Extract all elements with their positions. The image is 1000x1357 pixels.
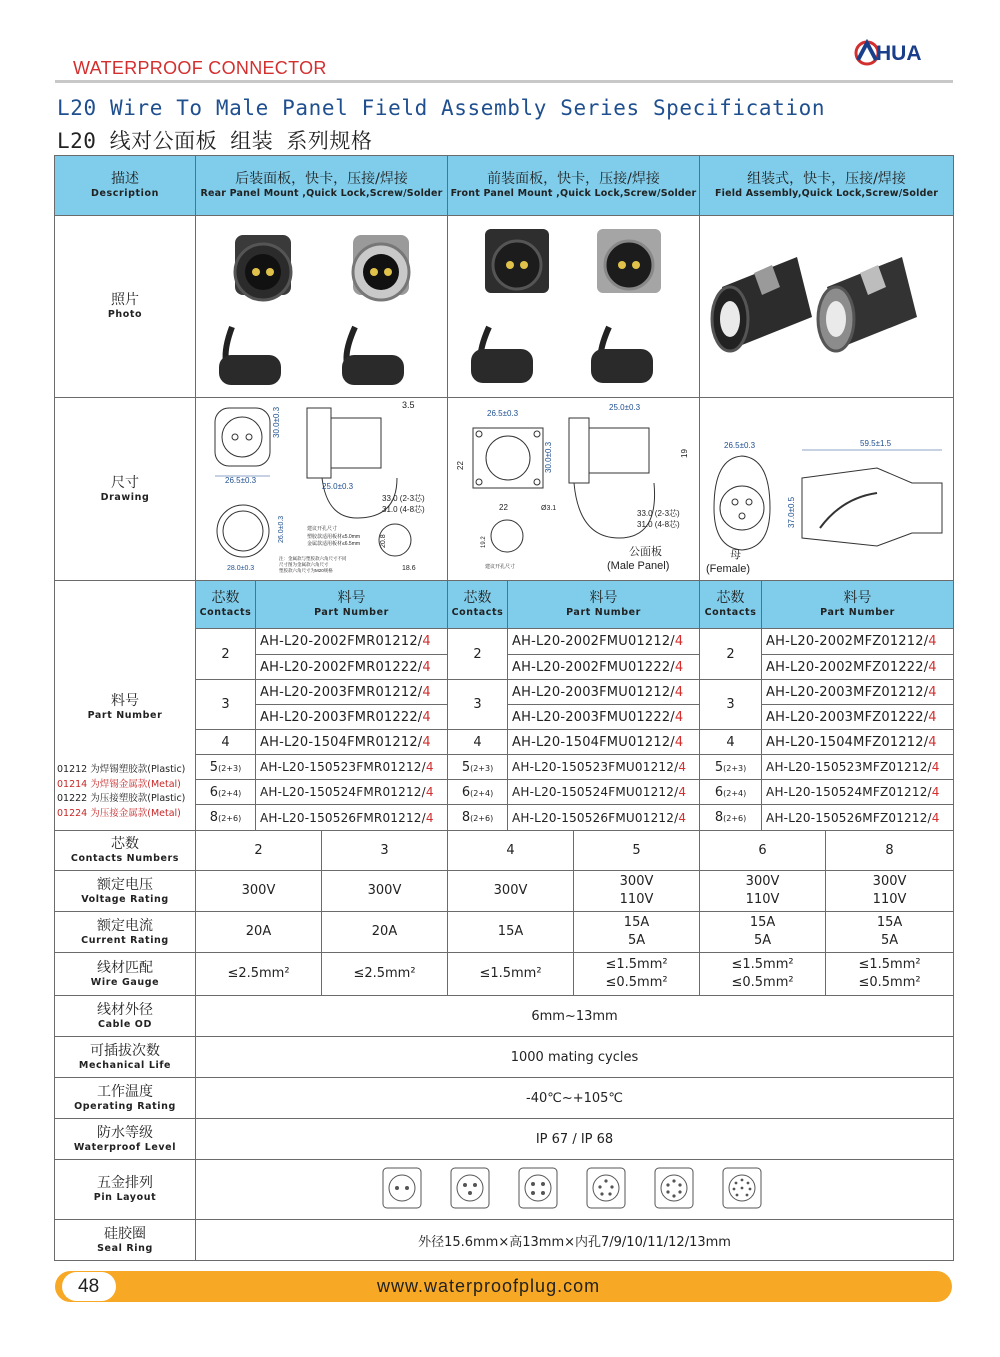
- spec-table: [54, 155, 954, 1261]
- svg-text:塑胶款六角尺寸为M20规格: 塑胶款六角尺寸为M20规格: [278, 568, 333, 573]
- spec-value: -40℃~+105℃: [196, 1078, 954, 1119]
- pn-header-a: 料号 Part Number: [256, 581, 448, 629]
- spec-value-line: ≤2.5mm²: [227, 966, 290, 981]
- photo-rear-mount: [196, 216, 448, 398]
- photo-field-assembly: [700, 216, 954, 398]
- spec-label: 工作温度 Operating Rating: [55, 1078, 196, 1119]
- spec-label: 可插拔次数 Mechanical Life: [55, 1037, 196, 1078]
- svg-text:建议开孔尺寸: 建议开孔尺寸: [484, 564, 515, 570]
- pin-layout-diagrams: [196, 1160, 954, 1220]
- svg-text:塑胶款适用板材≤5.0mm: 塑胶款适用板材≤5.0mm: [306, 534, 360, 540]
- svg-text:公面板: 公面板: [628, 546, 662, 558]
- svg-text:26.5±0.3: 26.5±0.3: [723, 441, 755, 450]
- spec-label: 五金排列 Pin Layout: [55, 1160, 196, 1220]
- front-mount-drawing: [449, 398, 699, 576]
- spec-value: [448, 953, 574, 996]
- spec-row-cable-od: [55, 996, 954, 1037]
- part-number: AH-L20-2002MFZ01222/4: [762, 655, 954, 680]
- svg-text:建议开孔尺寸: 建议开孔尺寸: [306, 526, 337, 532]
- note-line: 01222 为压接塑胶款(Plastic): [57, 793, 186, 804]
- spec-row-waterproof: [55, 1119, 954, 1160]
- spec-value-line: 15A: [749, 915, 776, 930]
- spec-label: 线材匹配 Wire Gauge: [55, 953, 196, 996]
- spec-value: [574, 953, 700, 996]
- spec-value: [196, 912, 322, 953]
- spec-row-mechanical-life: [55, 1037, 954, 1078]
- part-number: AH-L20-150526MFZ01212/4: [762, 805, 954, 831]
- spec-value-line: ≤1.5mm²: [731, 957, 794, 972]
- spec-value-line: 110V: [619, 892, 654, 907]
- svg-text:25.0±0.3: 25.0±0.3: [321, 482, 353, 491]
- spec-value: 1000 mating cycles: [196, 1037, 954, 1078]
- spec-label: 额定电流 Current Rating: [55, 912, 196, 953]
- part-number: AH-L20-150523FMR01212/4: [256, 755, 448, 780]
- spec-value: [448, 871, 574, 912]
- spec-value: [826, 871, 954, 912]
- drawing-label: 尺寸 Drawing: [55, 398, 196, 581]
- part-number: AH-L20-2003FMR01222/4: [256, 705, 448, 730]
- spec-value-line: ≤0.5mm²: [605, 975, 668, 990]
- svg-text:31.0 (4-8芯): 31.0 (4-8芯): [636, 520, 680, 529]
- part-number: AH-L20-1504MFZ01212/4: [762, 730, 954, 755]
- spec-value-line: 15A: [623, 915, 650, 930]
- contacts-cell: 6(2+4): [448, 780, 508, 805]
- svg-text:33.0 (2-3芯): 33.0 (2-3芯): [381, 494, 425, 503]
- spec-value: IP 67 / IP 68: [196, 1119, 954, 1160]
- spec-value: [322, 953, 448, 996]
- page-title-en: L20 Wire To Male Panel Field Assembly Series Specification: [57, 96, 826, 120]
- spec-value-line: 300V: [872, 874, 907, 889]
- spec-value: [448, 912, 574, 953]
- material-notes: [57, 763, 185, 821]
- spec-value: 3: [322, 831, 448, 871]
- spec-label: 额定电压 Voltage Rating: [55, 871, 196, 912]
- spec-value-line: 300V: [619, 874, 654, 889]
- note-line: 01214 为焊锡金属款(Metal): [57, 778, 181, 790]
- col-front-header: 前装面板，快卡，压接/焊接 Front Panel Mount ,Quick Lock,Screw/Solder: [448, 156, 700, 216]
- svg-text:19.2: 19.2: [480, 536, 487, 548]
- col-rear-header: 后装面板，快卡，压接/焊接 Rear Panel Mount ,Quick Lock,Screw/Solder: [196, 156, 448, 216]
- svg-text:26.0±0.3: 26.0±0.3: [277, 515, 285, 543]
- spec-value-line: 110V: [872, 892, 907, 907]
- part-number: AH-L20-2003FMR01212/4: [256, 680, 448, 705]
- svg-text:3.5: 3.5: [401, 400, 415, 410]
- svg-text:30.0±0.3: 30.0±0.3: [271, 406, 281, 438]
- svg-text:母: 母: [729, 549, 741, 561]
- spec-value: [700, 871, 826, 912]
- svg-text:59.5±1.5: 59.5±1.5: [859, 439, 891, 448]
- spec-value: [826, 912, 954, 953]
- field-assembly-drawing: [702, 398, 952, 576]
- svg-text:(Male Panel): (Male Panel): [606, 560, 669, 572]
- contacts-cell: 4: [700, 730, 762, 755]
- contacts-cell: 6(2+4): [700, 780, 762, 805]
- part-number: AH-L20-150524FMR01212/4: [256, 780, 448, 805]
- spec-value-line: 5A: [753, 933, 772, 948]
- pin-layout-8-icon: [723, 1168, 761, 1208]
- spec-value: 2: [196, 831, 322, 871]
- svg-text:28.0±0.3: 28.0±0.3: [226, 565, 254, 572]
- svg-text:尺寸图为金属款六角尺寸: 尺寸图为金属款六角尺寸: [278, 562, 328, 567]
- contacts-cell: 8(2+6): [700, 805, 762, 831]
- part-number: AH-L20-150524FMU01212/4: [508, 780, 700, 805]
- svg-text:金属款适用板材≤6.5mm: 金属款适用板材≤6.5mm: [306, 541, 360, 547]
- contacts-cell: 4: [448, 730, 508, 755]
- part-number: AH-L20-2003MFZ01222/4: [762, 705, 954, 730]
- part-number: AH-L20-2002FMR01212/4: [256, 629, 448, 655]
- drawing-front-mount: [448, 398, 700, 581]
- pin-layout-2-icon: [383, 1168, 421, 1208]
- part-number: AH-L20-150526FMU01212/4: [508, 805, 700, 831]
- svg-text:Ø3.1: Ø3.1: [540, 505, 556, 512]
- spec-row-current: [55, 912, 954, 953]
- spec-row-voltage: [55, 871, 954, 912]
- contacts-cell: 8(2+6): [448, 805, 508, 831]
- page-number: 48: [78, 1276, 100, 1297]
- svg-text:26.5±0.3: 26.5±0.3: [486, 409, 518, 418]
- spec-value-line: 110V: [745, 892, 780, 907]
- spec-value-line: 20A: [371, 924, 398, 939]
- part-number-label: 料号 Part Number: [55, 581, 196, 831]
- photo-row: [55, 216, 954, 398]
- spec-value: [700, 912, 826, 953]
- spec-value-line: ≤0.5mm²: [858, 975, 921, 990]
- pin-layout-icons: [375, 1163, 775, 1213]
- spec-label: 防水等级 Waterproof Level: [55, 1119, 196, 1160]
- spec-value: 5: [574, 831, 700, 871]
- pin-layout-4-icon: [519, 1168, 557, 1208]
- spec-value: [322, 912, 448, 953]
- brand-logo-text: HUA: [876, 42, 922, 65]
- svg-text:25.0±0.3: 25.0±0.3: [608, 403, 640, 412]
- contacts-cell: 2: [700, 629, 762, 680]
- spec-value-line: ≤2.5mm²: [353, 966, 416, 981]
- spec-value: [196, 953, 322, 996]
- spec-row-operating: [55, 1078, 954, 1119]
- rear-mount-connector-image: [197, 217, 447, 392]
- spec-value: [322, 871, 448, 912]
- contacts-cell: 3: [448, 680, 508, 730]
- spec-value: [196, 871, 322, 912]
- svg-text:31.0 (4-8芯): 31.0 (4-8芯): [381, 505, 425, 514]
- contacts-cell: 2: [448, 629, 508, 680]
- part-number: AH-L20-2003MFZ01212/4: [762, 680, 954, 705]
- part-number: AH-L20-2003FMU01212/4: [508, 680, 700, 705]
- drawing-field-assembly: [700, 398, 954, 581]
- contacts-cell: 4: [196, 730, 256, 755]
- contacts-cell: 3: [700, 680, 762, 730]
- part-number: AH-L20-1504FMU01212/4: [508, 730, 700, 755]
- part-number: AH-L20-2002MFZ01212/4: [762, 629, 954, 655]
- spec-value-line: ≤0.5mm²: [731, 975, 794, 990]
- svg-text:30.0±0.3: 30.0±0.3: [543, 441, 553, 473]
- spec-value-line: ≤1.5mm²: [605, 957, 668, 972]
- part-number: AH-L20-2002FMR01222/4: [256, 655, 448, 680]
- part-number: AH-L20-150523FMU01212/4: [508, 755, 700, 780]
- spec-value: 6mm~13mm: [196, 996, 954, 1037]
- spec-value: [574, 871, 700, 912]
- pn-subheader-row: [55, 581, 954, 629]
- spec-value: 8: [826, 831, 954, 871]
- photo-front-mount: [448, 216, 700, 398]
- svg-text:33.0 (2-3芯): 33.0 (2-3芯): [636, 509, 680, 518]
- spec-value-line: 300V: [241, 883, 276, 898]
- contacts-header-c: 芯数 Contacts: [700, 581, 762, 629]
- spec-row-seal-ring: [55, 1220, 954, 1261]
- svg-text:37.0±0.5: 37.0±0.5: [786, 496, 796, 528]
- front-mount-connector-image: [449, 217, 699, 392]
- part-number: AH-L20-150526FMR01212/4: [256, 805, 448, 831]
- contacts-header-b: 芯数 Contacts: [448, 581, 508, 629]
- spec-value: [826, 953, 954, 996]
- spec-value: 4: [448, 831, 574, 871]
- svg-text:注：金属款与塑胶款六角尺寸不同: 注：金属款与塑胶款六角尺寸不同: [278, 556, 346, 561]
- part-number: AH-L20-2003FMU01222/4: [508, 705, 700, 730]
- note-line: 01224 为压接金属款(Metal): [57, 807, 181, 819]
- spec-value: [574, 912, 700, 953]
- col-field-header: 组装式，快卡，压接/焊接 Field Assembly,Quick Lock,Screw/Solder: [700, 156, 954, 216]
- spec-value-line: 20A: [245, 924, 272, 939]
- svg-text:22: 22: [455, 461, 465, 470]
- spec-value-line: 15A: [876, 915, 903, 930]
- svg-text:19: 19: [679, 449, 689, 458]
- spec-value: 外径15.6mm×高13mm×内孔7/9/10/11/12/13mm: [196, 1220, 954, 1261]
- svg-text:20.8: 20.8: [379, 534, 387, 548]
- website-link[interactable]: www.waterproofplug.com: [377, 1276, 601, 1296]
- svg-text:22: 22: [498, 503, 508, 512]
- svg-text:26.5±0.3: 26.5±0.3: [224, 476, 256, 485]
- spec-value: [700, 953, 826, 996]
- spec-value-line: ≤1.5mm²: [479, 966, 542, 981]
- part-number: AH-L20-150524MFZ01212/4: [762, 780, 954, 805]
- part-number: AH-L20-150523MFZ01212/4: [762, 755, 954, 780]
- svg-text:(Female): (Female): [705, 563, 750, 575]
- pn-header-b: 料号 Part Number: [508, 581, 700, 629]
- part-number: AH-L20-1504FMR01212/4: [256, 730, 448, 755]
- spec-value-line: 15A: [497, 924, 524, 939]
- spec-label: 芯数 Contacts Numbers: [55, 831, 196, 871]
- header-rule: [55, 80, 953, 83]
- page-title-cn: L20 线对公面板 组装 系列规格: [57, 129, 373, 153]
- drawing-rear-mount: [196, 398, 448, 581]
- contacts-header-a: 芯数 Contacts: [196, 581, 256, 629]
- spec-value-line: 5A: [880, 933, 899, 948]
- desc-header: 描述 Description: [55, 156, 196, 216]
- spec-value-line: 300V: [493, 883, 528, 898]
- part-number: AH-L20-2002FMU01222/4: [508, 655, 700, 680]
- spec-value-line: ≤1.5mm²: [858, 957, 921, 972]
- contacts-cell: 2: [196, 629, 256, 680]
- contacts-cell: 5(2+3): [448, 755, 508, 780]
- part-number: AH-L20-2002FMU01212/4: [508, 629, 700, 655]
- spec-label: 硅胶圈 Seal Ring: [55, 1220, 196, 1261]
- spec-row-contacts: [55, 831, 954, 871]
- contacts-cell: 8(2+6): [196, 805, 256, 831]
- pin-layout-5-icon: [587, 1168, 625, 1208]
- contacts-cell: 6(2+4): [196, 780, 256, 805]
- spec-value-line: 300V: [367, 883, 402, 898]
- spec-label: 线材外径 Cable OD: [55, 996, 196, 1037]
- field-assembly-connector-image: [702, 217, 952, 392]
- header-row: [55, 156, 954, 216]
- pin-layout-6-icon: [655, 1168, 693, 1208]
- spec-value-line: 300V: [745, 874, 780, 889]
- contacts-cell: 3: [196, 680, 256, 730]
- contacts-cell: 5(2+3): [196, 755, 256, 780]
- pin-layout-3-icon: [451, 1168, 489, 1208]
- spec-row-pin-layout: [55, 1160, 954, 1220]
- svg-text:18.6: 18.6: [401, 565, 416, 572]
- category-label: WATERPROOF CONNECTOR: [73, 58, 327, 78]
- drawing-row: [55, 398, 954, 581]
- contacts-cell: 5(2+3): [700, 755, 762, 780]
- rear-mount-drawing: [197, 398, 447, 576]
- spec-value-line: 5A: [627, 933, 646, 948]
- pn-header-c: 料号 Part Number: [762, 581, 954, 629]
- spec-value: 6: [700, 831, 826, 871]
- spec-row-wire-gauge: [55, 953, 954, 996]
- note-line: 01212 为焊锡塑胶款(Plastic): [57, 764, 186, 775]
- photo-label: 照片 Photo: [55, 216, 196, 398]
